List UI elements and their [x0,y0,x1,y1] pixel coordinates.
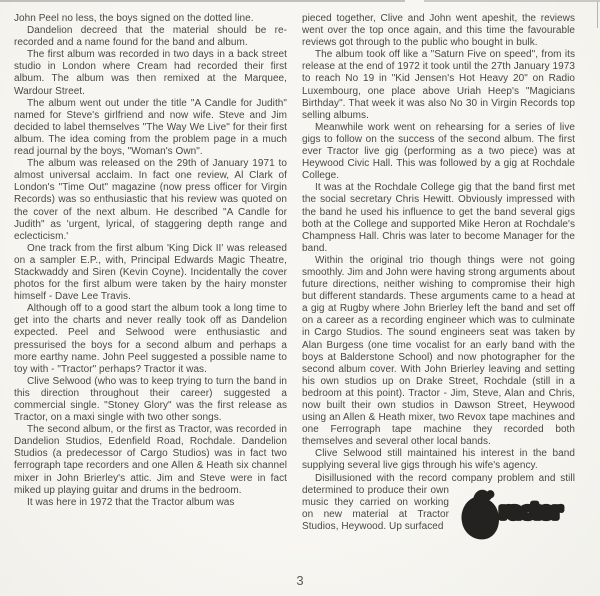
paragraph: The album took off like a "Saturn Five on speed", from its release at the end of 1972 it took until the 27th January 1973 to reach No 19 in "Kid Jensen's Hot Heavy 20" on Radio Luxembourg, one place above Uriah Heep's "Magicians Birthday". That week it was also No 30 in Virgin Records top selling albums. [302,49,575,121]
left-column [14,13,287,565]
paragraph: pieced together, Clive and John went apeshit, the reviews went over the top once again, and this time the favourable reviews got through to the public who bought in bulk. [302,13,575,49]
right-column-paragraphs [302,13,575,473]
paragraph: Within the original trio though things were not going smoothly. Jim and John were having strong arguments about future directions, neither wishing to compromise their high but different standards. These arguments came to a head at a gig at Rugby where John Brierley left the band and set off on a career as a recording engineer which was to culminate in Cargo Studios. The sound engineers seat was taken by Alan Burgess (one time vocalist for an early band with the boys at Balderstone School) and now photographer for the second album cover. With John Brierley leaving and setting his own studios up on Drake Street, Rochdale (still in a bedroom at this point). Tractor - Jim, Steve, Alan and Chris, now built their own studios in Dawson Street, Heywood using an Allen & Heath mixer, two Revox tape machines and one Ferrograph tape machine they recorded both themselves and several other local bands. [302,254,575,448]
paragraph: One track from the first album 'King Dick II' was released on a sampler E.P., with, Principal Edwards Magic Theatre, Stackwaddy and Siren (Kevin Coyne). Incidentally the cover photos for the first album were taken by the hairy monster himself - Dave Lee Travis. [14,242,287,303]
paragraph: Dandelion decreed that the material should be re-recorded and a name found for the band and album. [14,25,287,49]
tractor-logo [455,486,575,542]
paragraph: The album went out under the title "A Candle for Judith" named for Steve's girlfriend and now wife. Steve and Jim decided to label themselves "The Way We Live" for their first album. The idea coming from the problem page in a much read journal by the boys, "Woman's Own". [14,97,287,158]
paragraph: It was here in 1972 that the Tractor album was [27,496,235,508]
page-number: 3 [296,573,304,588]
closing-paragraph-rest: still determined to produce their own music they carried on working on new material at Tractor Studios, Heywood. Up surfaced [302,472,575,532]
scan-artifact-right-edge [597,2,598,28]
paragraph: It was at the Rochdale College gig that the band first met the social secretary Chris Hewitt. Obviously impressed with the band he used his influence to get the band several gigs both at the College and supported Mike Heron at Rochdale's Champness Hall. Chris was later to become Manager for the band. [302,182,575,254]
paragraph: Clive Selwood still maintained his interest in the band supplying several live gigs through his wife's agency. [302,448,575,472]
paragraph: The album was released on the 29th of January 1971 to almost universal acclaim. In fact one review, Al Clark of London's "Time Out" magazine (now press officer for Virgin Records) was so enthusiastic that his review was quoted on the cover of the next album. He described "A Candle for Judith" as 'urgent, lyrical, of staggering depth range and eclecticism.' [14,158,287,242]
paragraph: John Peel no less, the boys signed on the dotted line. [14,13,254,24]
tractor-logo-graphic [455,486,575,542]
paragraph: The second album, or the first as Tractor, was recorded in Dandelion Studios, Edenfield Road, Rochdale. Dandelion Studios (a predecessor of Cargo Studios) was in fact two ferrograph tape recorders and one Allen & Heath six channel mixer in John Brierley's attic. Jim and Steve were in fact miked up playing guitar and drums in the bedroom. [14,424,287,496]
tractor-logo-letters: ractor [499,498,561,523]
scan-artifact-top-left [0,0,405,2]
closing-paragraph [302,473,575,533]
paragraph: The first album was recorded in two days in a back street studio in London where Cream had recorded their first album. The album was then remixed at the Marquee, Wardour Street. [14,49,287,97]
paragraph: Clive Selwood (who was to keep trying to turn the band in this direction throughout their career) suggested a commercial single. "Stoney Glory" was the first release as Tractor, on a maxi single with two other songs. [14,375,287,424]
closing-paragraph-lead: Disillusioned with the record company problem and [315,472,556,484]
right-column [302,13,575,565]
paragraph: Although off to a good start the album took a long time to get into the charts and never really took off as Dandelion expected. Peel and Selwood were enthusiastic and pressurised the boys for a second album and perhaps a more earthy name. John Peel suggested a possible name to toy with - "Tractor" perhaps? Tractor it was. [14,303,287,375]
paragraph: Meanwhile work went on rehearsing for a series of live gigs to follow on the success of the second album. The first ever Tractor live gig (performing as a two piece) was at Heywood Civic Hall. This was followed by a gig at Rochdale College. [302,121,575,182]
scan-artifact-top-right [424,0,600,2]
